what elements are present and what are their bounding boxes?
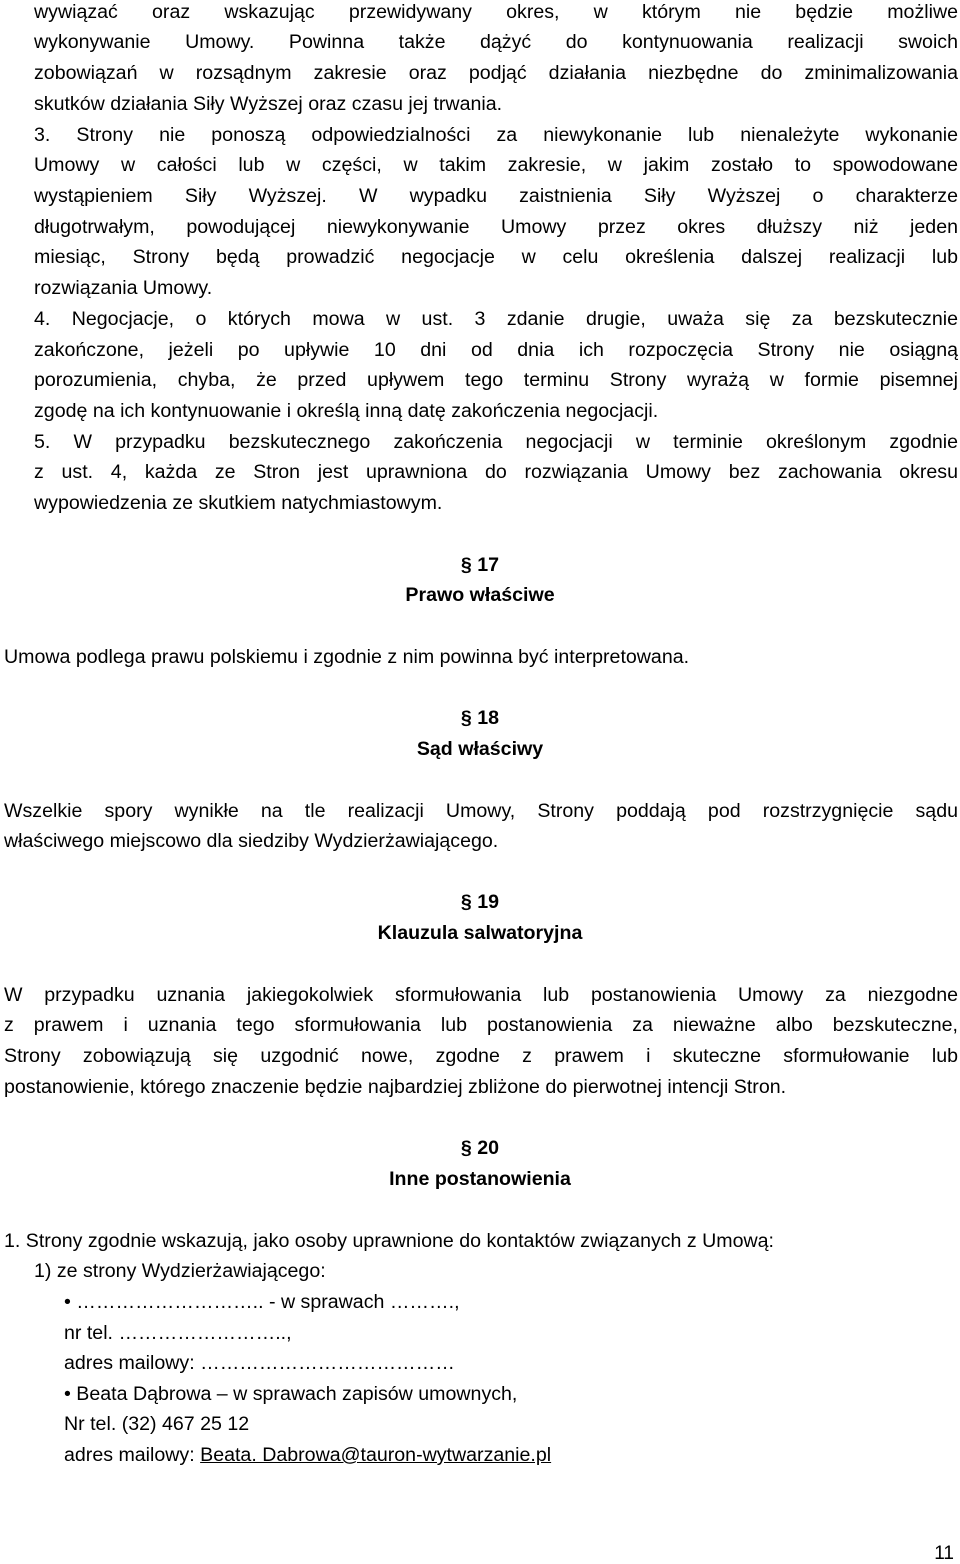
section-19-title: Klauzula salwatoryjna	[377, 922, 583, 944]
section-17-number: § 17	[460, 554, 500, 576]
para5-line-2: z ust. 4, każda ze Stron jest uprawniona do rozwiązania Umowy bez zachowania okresu	[34, 461, 958, 483]
page-number: 11	[934, 1543, 954, 1564]
contact-2-line-3	[64, 1443, 551, 1467]
section-18-line-2: właściwego miejscowo dla siedziby Wydzierżawiającego.	[4, 830, 499, 852]
intro-line-1: wywiązać oraz wskazując przewidywany okres, w którym nie będzie możliwe	[34, 1, 958, 23]
email-link[interactable]: Beata. Dabrowa@tauron-wytwarzanie.pl	[200, 1444, 552, 1466]
section-19-number: § 19	[460, 891, 500, 913]
para5-line-1: 5. W przypadku bezskutecznego zakończenia negocjacji w terminie określonym zgodnie	[34, 431, 958, 453]
intro-line-4: skutków działania Siły Wyższej oraz czasu jej trwania.	[34, 93, 503, 115]
section-18-number: § 18	[460, 707, 500, 729]
section-17-title: Prawo właściwe	[405, 584, 555, 606]
intro-line-3: zobowiązań w rozsądnym zakresie oraz podjąć działania niezbędne do zminimalizowania	[34, 62, 958, 84]
para3-line-6: rozwiązania Umowy.	[34, 277, 213, 299]
section-20-item-1: 1. Strony zgodnie wskazują, jako osoby uprawnione do kontaktów związanych z Umową:	[4, 1230, 775, 1252]
intro-line-2: wykonywanie Umowy. Powinna także dążyć do kontynuowania realizacji swoich	[34, 31, 958, 53]
email-label: adres mailowy:	[64, 1444, 201, 1466]
section-18-line-1: Wszelkie spory wynikłe na tle realizacji Umowy, Strony poddają pod rozstrzygnięcie sądu	[4, 800, 958, 822]
contact-1-line-2: nr tel. ……………………..,	[64, 1322, 292, 1344]
para5-line-3: wypowiedzenia ze skutkiem natychmiastowym.	[34, 492, 443, 514]
section-18-title: Sąd właściwy	[416, 738, 544, 760]
contact-2-line-1: • Beata Dąbrowa – w sprawach zapisów umownych,	[64, 1383, 518, 1405]
para4-line-3: porozumienia, chyba, że przed upływem tego terminu Strony wyrażą w formie pisemnej	[34, 369, 958, 391]
contact-2-line-2: Nr tel. (32) 467 25 12	[64, 1413, 250, 1435]
section-19-line-1: W przypadku uznania jakiegokolwiek sformułowania lub postanowienia Umowy za niezgodne	[4, 984, 958, 1006]
contact-1-line-1: • ……………………….. - w sprawach ……….,	[64, 1291, 460, 1313]
section-20-title: Inne postanowienia	[389, 1168, 571, 1190]
section-19-line-4: postanowienie, którego znaczenie będzie najbardziej zbliżone do pierwotnej intencji Stron.	[4, 1076, 787, 1098]
para3-line-2: Umowy w całości lub w części, w takim zakresie, w jakim zostało to spowodowane	[34, 154, 958, 176]
para4-line-2: zakończone, jeżeli po upływie 10 dni od dnia ich rozpoczęcia Strony nie osiągną	[34, 339, 958, 361]
para3-line-1: 3. Strony nie ponoszą odpowiedzialności za niewykonanie lub nienależyte wykonanie	[34, 124, 958, 146]
para4-line-1: 4. Negocjacje, o których mowa w ust. 3 zdanie drugie, uważa się za bezskutecznie	[34, 308, 958, 330]
section-17-text: Umowa podlega prawu polskiemu i zgodnie z nim powinna być interpretowana.	[4, 646, 690, 668]
para3-line-4: długotrwałym, powodującej niewykonywanie Umowy przez okres dłuższy niż jeden	[34, 216, 958, 238]
section-19-line-3: Strony zobowiązują się uzgodnić nowe, zgodne z prawem i skuteczne sformułowanie lub	[4, 1045, 958, 1067]
para4-line-4: zgodę na ich kontynuowanie i określą inną datę zakończenia negocjacji.	[34, 400, 659, 422]
section-20-sub-1: 1) ze strony Wydzierżawiającego:	[34, 1260, 326, 1282]
para3-line-5: miesiąc, Strony będą prowadzić negocjacje w celu określenia dalszej realizacji lub	[34, 246, 958, 268]
para3-line-3: wystąpieniem Siły Wyższej. W wypadku zaistnienia Siły Wyższej o charakterze	[34, 185, 958, 207]
contact-1-line-3: adres mailowy: …………………………………	[64, 1352, 455, 1374]
section-20-number: § 20	[460, 1137, 500, 1159]
section-19-line-2: z prawem i uznania tego sformułowania lub postanowienia za nieważne albo bezskuteczne,	[4, 1014, 958, 1036]
